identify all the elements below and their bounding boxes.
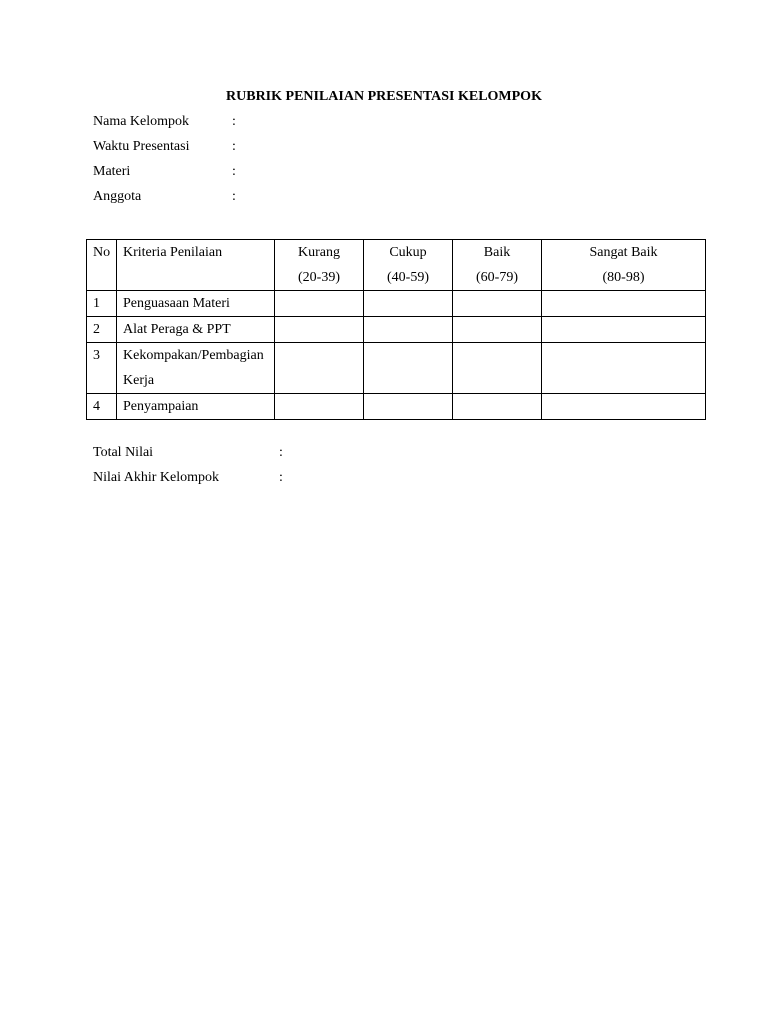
score-cell-sangat-baik[interactable] (542, 291, 706, 317)
rubric-table (86, 239, 706, 420)
header-cukup-label: Cukup (389, 245, 427, 260)
header-kurang-label: Kurang (298, 245, 340, 260)
field-colon: : (232, 189, 236, 204)
score-cell-kurang[interactable] (275, 317, 364, 343)
score-cell-cukup[interactable] (364, 317, 453, 343)
header-baik (453, 240, 542, 291)
header-cukup (364, 240, 453, 291)
row-kriteria-line2: Kerja (123, 373, 155, 388)
field-label: Materi (93, 164, 131, 179)
score-cell-sangat-baik[interactable] (542, 317, 706, 343)
row-no: 2 (87, 317, 117, 343)
score-cell-kurang[interactable] (275, 343, 364, 394)
score-cell-cukup[interactable] (364, 291, 453, 317)
header-baik-range: (60-79) (476, 270, 518, 285)
row-kriteria-line1: Kekompakan/Pembagian (123, 348, 264, 363)
field-colon: : (279, 445, 283, 460)
table-header-row (87, 240, 706, 291)
field-colon: : (232, 139, 236, 154)
row-no: 4 (87, 394, 117, 420)
field-label: Nilai Akhir Kelompok (93, 470, 219, 485)
score-cell-kurang[interactable] (275, 394, 364, 420)
header-no: No (87, 240, 117, 291)
row-kriteria: Penyampaian (117, 394, 275, 420)
score-cell-kurang[interactable] (275, 291, 364, 317)
score-cell-baik[interactable] (453, 394, 542, 420)
score-cell-baik[interactable] (453, 317, 542, 343)
header-baik-label: Baik (483, 245, 511, 260)
field-label: Nama Kelompok (93, 114, 190, 129)
score-cell-sangat-baik[interactable] (542, 343, 706, 394)
field-colon: : (279, 470, 283, 485)
score-cell-baik[interactable] (453, 343, 542, 394)
header-kurang (275, 240, 364, 291)
row-kriteria: Penguasaan Materi (117, 291, 275, 317)
field-label: Anggota (93, 189, 142, 204)
table-row (87, 394, 706, 420)
header-kurang-range: (20-39) (298, 270, 340, 285)
score-cell-baik[interactable] (453, 291, 542, 317)
score-cell-cukup[interactable] (364, 343, 453, 394)
table-row (87, 317, 706, 343)
table-row (87, 291, 706, 317)
field-label: Total Nilai (93, 445, 154, 460)
score-cell-cukup[interactable] (364, 394, 453, 420)
header-cukup-range: (40-59) (387, 270, 429, 285)
row-no: 1 (87, 291, 117, 317)
row-kriteria: Alat Peraga & PPT (117, 317, 275, 343)
header-kriteria: Kriteria Penilaian (117, 240, 275, 291)
table-row (87, 343, 706, 394)
header-sangat-baik-range: (80-98) (602, 270, 645, 285)
document-title: RUBRIK PENILAIAN PRESENTASI KELOMPOK (226, 89, 542, 104)
row-no: 3 (87, 343, 117, 394)
header-sangat-baik (542, 240, 706, 291)
row-kriteria (117, 343, 275, 394)
field-colon: : (232, 164, 236, 179)
field-colon: : (232, 114, 236, 129)
header-sangat-baik-label: Sangat Baik (589, 245, 658, 260)
score-cell-sangat-baik[interactable] (542, 394, 706, 420)
field-label: Waktu Presentasi (93, 139, 190, 154)
